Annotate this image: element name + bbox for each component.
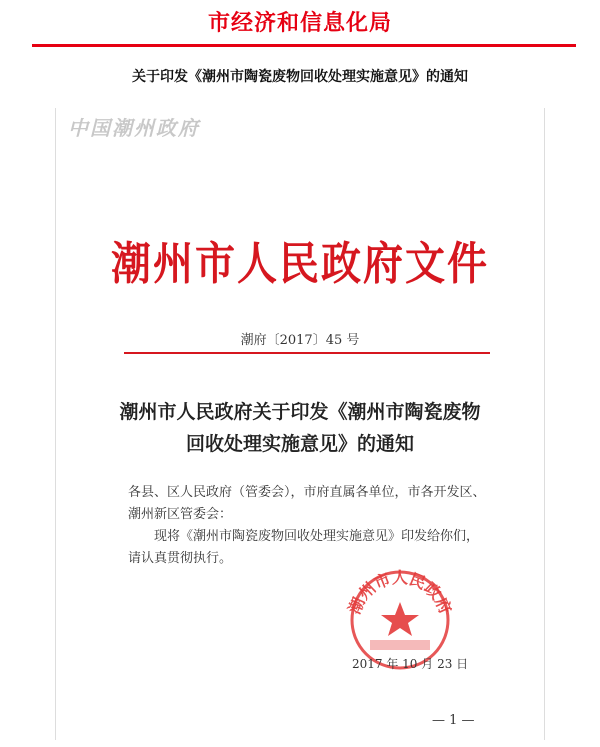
seal-text: 潮州市人民政府 [344, 568, 456, 617]
document-heading: 潮州市人民政府文件 [111, 237, 489, 291]
watermark-logo [68, 112, 200, 141]
page-number: — 1 — [432, 713, 475, 728]
document-number: 潮府〔2017〕45 号 [240, 333, 360, 348]
notice-title: 关于印发《潮州市陶瓷废物回收处理实施意见》的通知 [132, 69, 468, 85]
document-title-line-1: 潮州市人民政府关于印发《潮州市陶瓷废物 [119, 401, 481, 423]
seal-star-icon [381, 602, 419, 636]
recipients-line-2: 潮州新区管委会： [128, 507, 233, 522]
body-line-2: 请认真贯彻执行。 [128, 551, 233, 566]
header-divider [32, 44, 576, 47]
document-title-line-2: 回收处理实施意见》的通知 [185, 433, 414, 455]
red-divider [124, 352, 490, 354]
recipients-line-1: 各县、区人民政府（管委会），市府直属各单位，市各开发区、 [128, 485, 486, 500]
body-line-1: 现将《潮州市陶瓷废物回收处理实施意见》印发给你们， [154, 529, 480, 544]
watermark-text: 中国潮州政府 [68, 116, 200, 140]
issue-date: 2017 年 10 月 23 日 [352, 657, 469, 671]
document-title [0, 396, 600, 460]
site-title: 市经济和信息化局 [207, 11, 392, 36]
